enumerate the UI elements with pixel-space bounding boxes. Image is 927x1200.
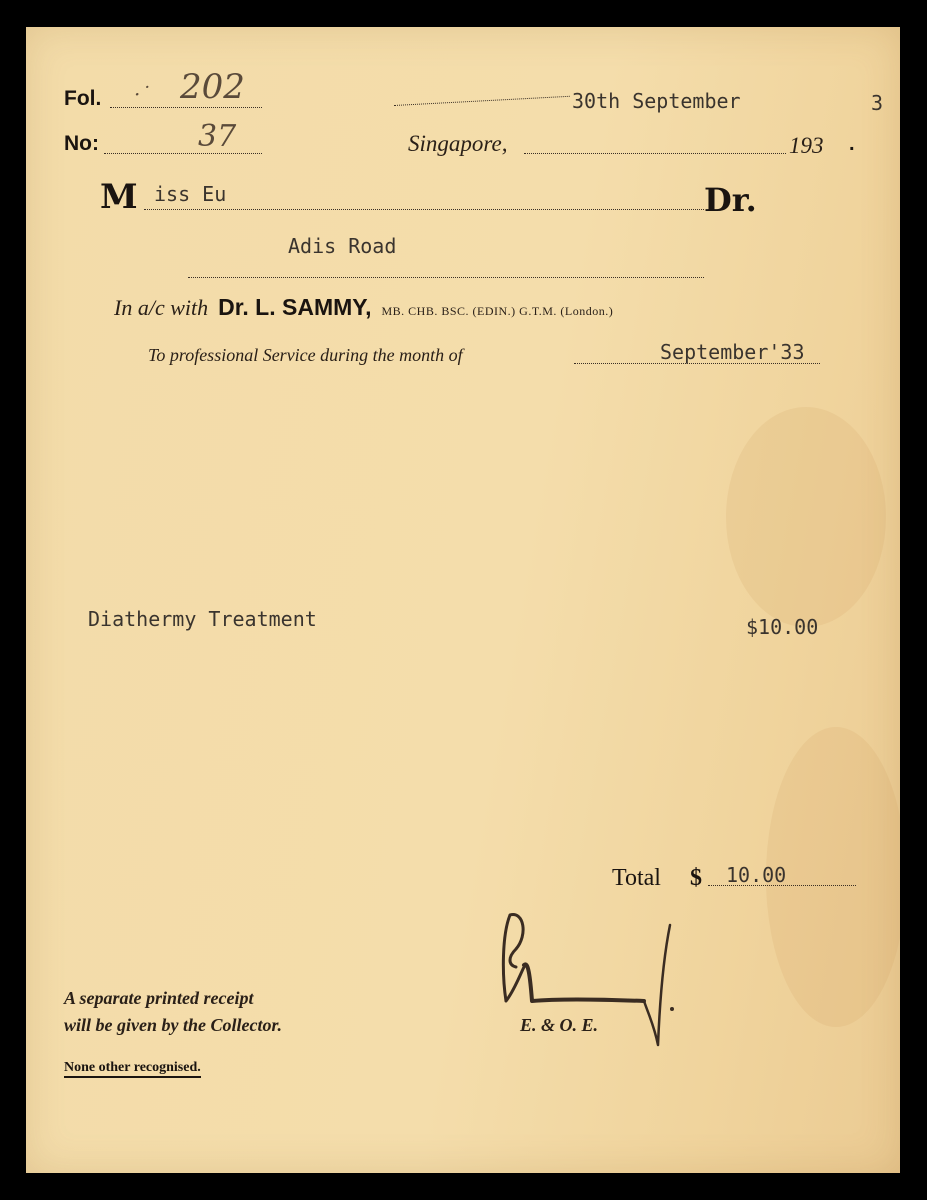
none-other-note: None other recognised. xyxy=(64,1060,201,1078)
fol-value: 202 xyxy=(180,67,245,107)
no-label: No: xyxy=(64,132,99,155)
receipt-note-line1: A separate printed receipt xyxy=(64,988,254,1008)
account-line xyxy=(114,294,613,321)
eoe-label: E. & O. E. xyxy=(520,1015,599,1035)
billed-name: iss Eu xyxy=(154,182,227,206)
date-dotted-line xyxy=(394,96,570,106)
service-label: To professional Service during the month of xyxy=(148,345,463,365)
blackletter-initial: M xyxy=(100,177,138,217)
year-suffix: 3 xyxy=(871,91,884,115)
city-label: Singapore, xyxy=(408,131,508,156)
total-label: Total xyxy=(612,865,661,891)
account-prefix: In a/c with xyxy=(114,295,209,320)
no-value: 37 xyxy=(198,119,237,154)
name-dotted-line xyxy=(144,209,704,210)
service-month: September'33 xyxy=(660,340,805,364)
no-dotted-line xyxy=(104,153,262,154)
paper-stain xyxy=(726,407,886,627)
date-typed: 30th September xyxy=(572,89,741,113)
year-trailing-dot: . xyxy=(849,133,855,155)
item-description: Diathermy Treatment xyxy=(88,607,317,631)
total-value: 10.00 xyxy=(726,863,787,887)
invoice-paper xyxy=(26,27,900,1173)
city-dotted-line xyxy=(524,153,786,154)
fol-label: Fol. xyxy=(64,87,102,110)
billed-address: Adis Road xyxy=(288,234,397,258)
fol-marks: ·˙ xyxy=(134,82,151,106)
item-amount: $10.00 xyxy=(746,615,819,639)
total-currency: $ xyxy=(690,865,702,891)
address-dotted-line xyxy=(188,277,704,278)
doctor-name: Dr. L. SAMMY, xyxy=(218,294,372,320)
receipt-note-line2: will be given by the Collector. xyxy=(64,1015,282,1035)
year-prefix: 193 xyxy=(789,133,824,158)
dr-label: Dr. xyxy=(704,181,757,219)
fol-dotted-line xyxy=(110,107,262,108)
doctor-qualifications: MB. CHB. BSC. (EDIN.) G.T.M. (London.) xyxy=(381,304,614,318)
